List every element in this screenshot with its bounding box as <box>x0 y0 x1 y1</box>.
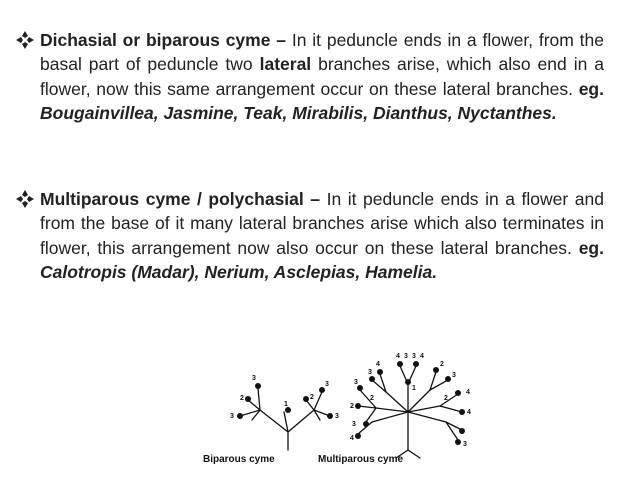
bullet-keyword: lateral <box>259 54 312 75</box>
diagram-label: 4 <box>467 409 471 416</box>
diagram-label: 3 <box>230 413 234 420</box>
diagram-label: 3 <box>412 353 416 360</box>
diagram-label: 3 <box>335 413 339 420</box>
diagram-label: 4 <box>376 361 380 368</box>
bullet-text: In it peduncle ends in a flower and from the base of it many lateral branches arise which also terminates in flower, this arrangement now also occur on these lateral branches. <box>40 189 604 258</box>
eg-label: eg. <box>578 78 604 99</box>
diagram-label: 2 <box>240 395 244 402</box>
diagram-label: 3 <box>352 421 356 428</box>
diagram-label: 1 <box>284 401 288 408</box>
diagram-label: 4 <box>396 353 400 360</box>
diagram-label: 2 <box>370 395 374 402</box>
bullet-heading: Dichasial or biparous cyme – <box>40 30 287 50</box>
example-list: Bougainvillea, Jasmine, Teak, Mirabilis, Dianthus, Nyctanthes. <box>40 102 557 123</box>
multiparous-cyme-caption: Multiparous cyme <box>318 454 404 465</box>
diagram-label: 2 <box>350 403 354 410</box>
diagram-label: 3 <box>354 379 358 386</box>
diagram-label: 2 <box>310 394 314 401</box>
bullet-text: branches arise, which also end in a flower, now this same arrangement occur on these lateral branches. <box>40 54 604 99</box>
example-list: Calotropis (Madar), Nerium, Asclepias, Hamelia. <box>40 261 438 282</box>
bullet-heading: Multiparous cyme / polychasial – <box>40 189 321 209</box>
diagram-label: 3 <box>463 441 467 448</box>
diagram-label: 2 <box>444 395 448 402</box>
diagram-label: 4 <box>350 435 354 442</box>
diagram-label: 3 <box>252 375 256 382</box>
cyme-diagram <box>200 350 480 472</box>
bullet-dichasial-cyme <box>40 28 604 125</box>
diagram-label: 1 <box>412 385 416 392</box>
biparous-cyme-drawing <box>240 388 330 450</box>
diagram-label: 4 <box>420 353 424 360</box>
diamond-bullet-icon <box>14 187 36 211</box>
diamond-bullet-icon <box>14 28 36 52</box>
diagram-label: 2 <box>440 361 444 368</box>
bullet-multiparous-cyme <box>40 187 604 284</box>
diagram-label: 3 <box>368 369 372 376</box>
biparous-cyme-caption: Biparous cyme <box>203 454 275 465</box>
bullet-text: In it peduncle ends in a flower, from the basal part of peduncle two <box>40 30 605 75</box>
diagram-label: 3 <box>404 353 408 360</box>
diagram-label: 4 <box>466 389 470 396</box>
diagram-label: 3 <box>452 372 456 379</box>
diagram-label: 3 <box>325 381 329 388</box>
eg-label: eg. <box>578 237 604 258</box>
